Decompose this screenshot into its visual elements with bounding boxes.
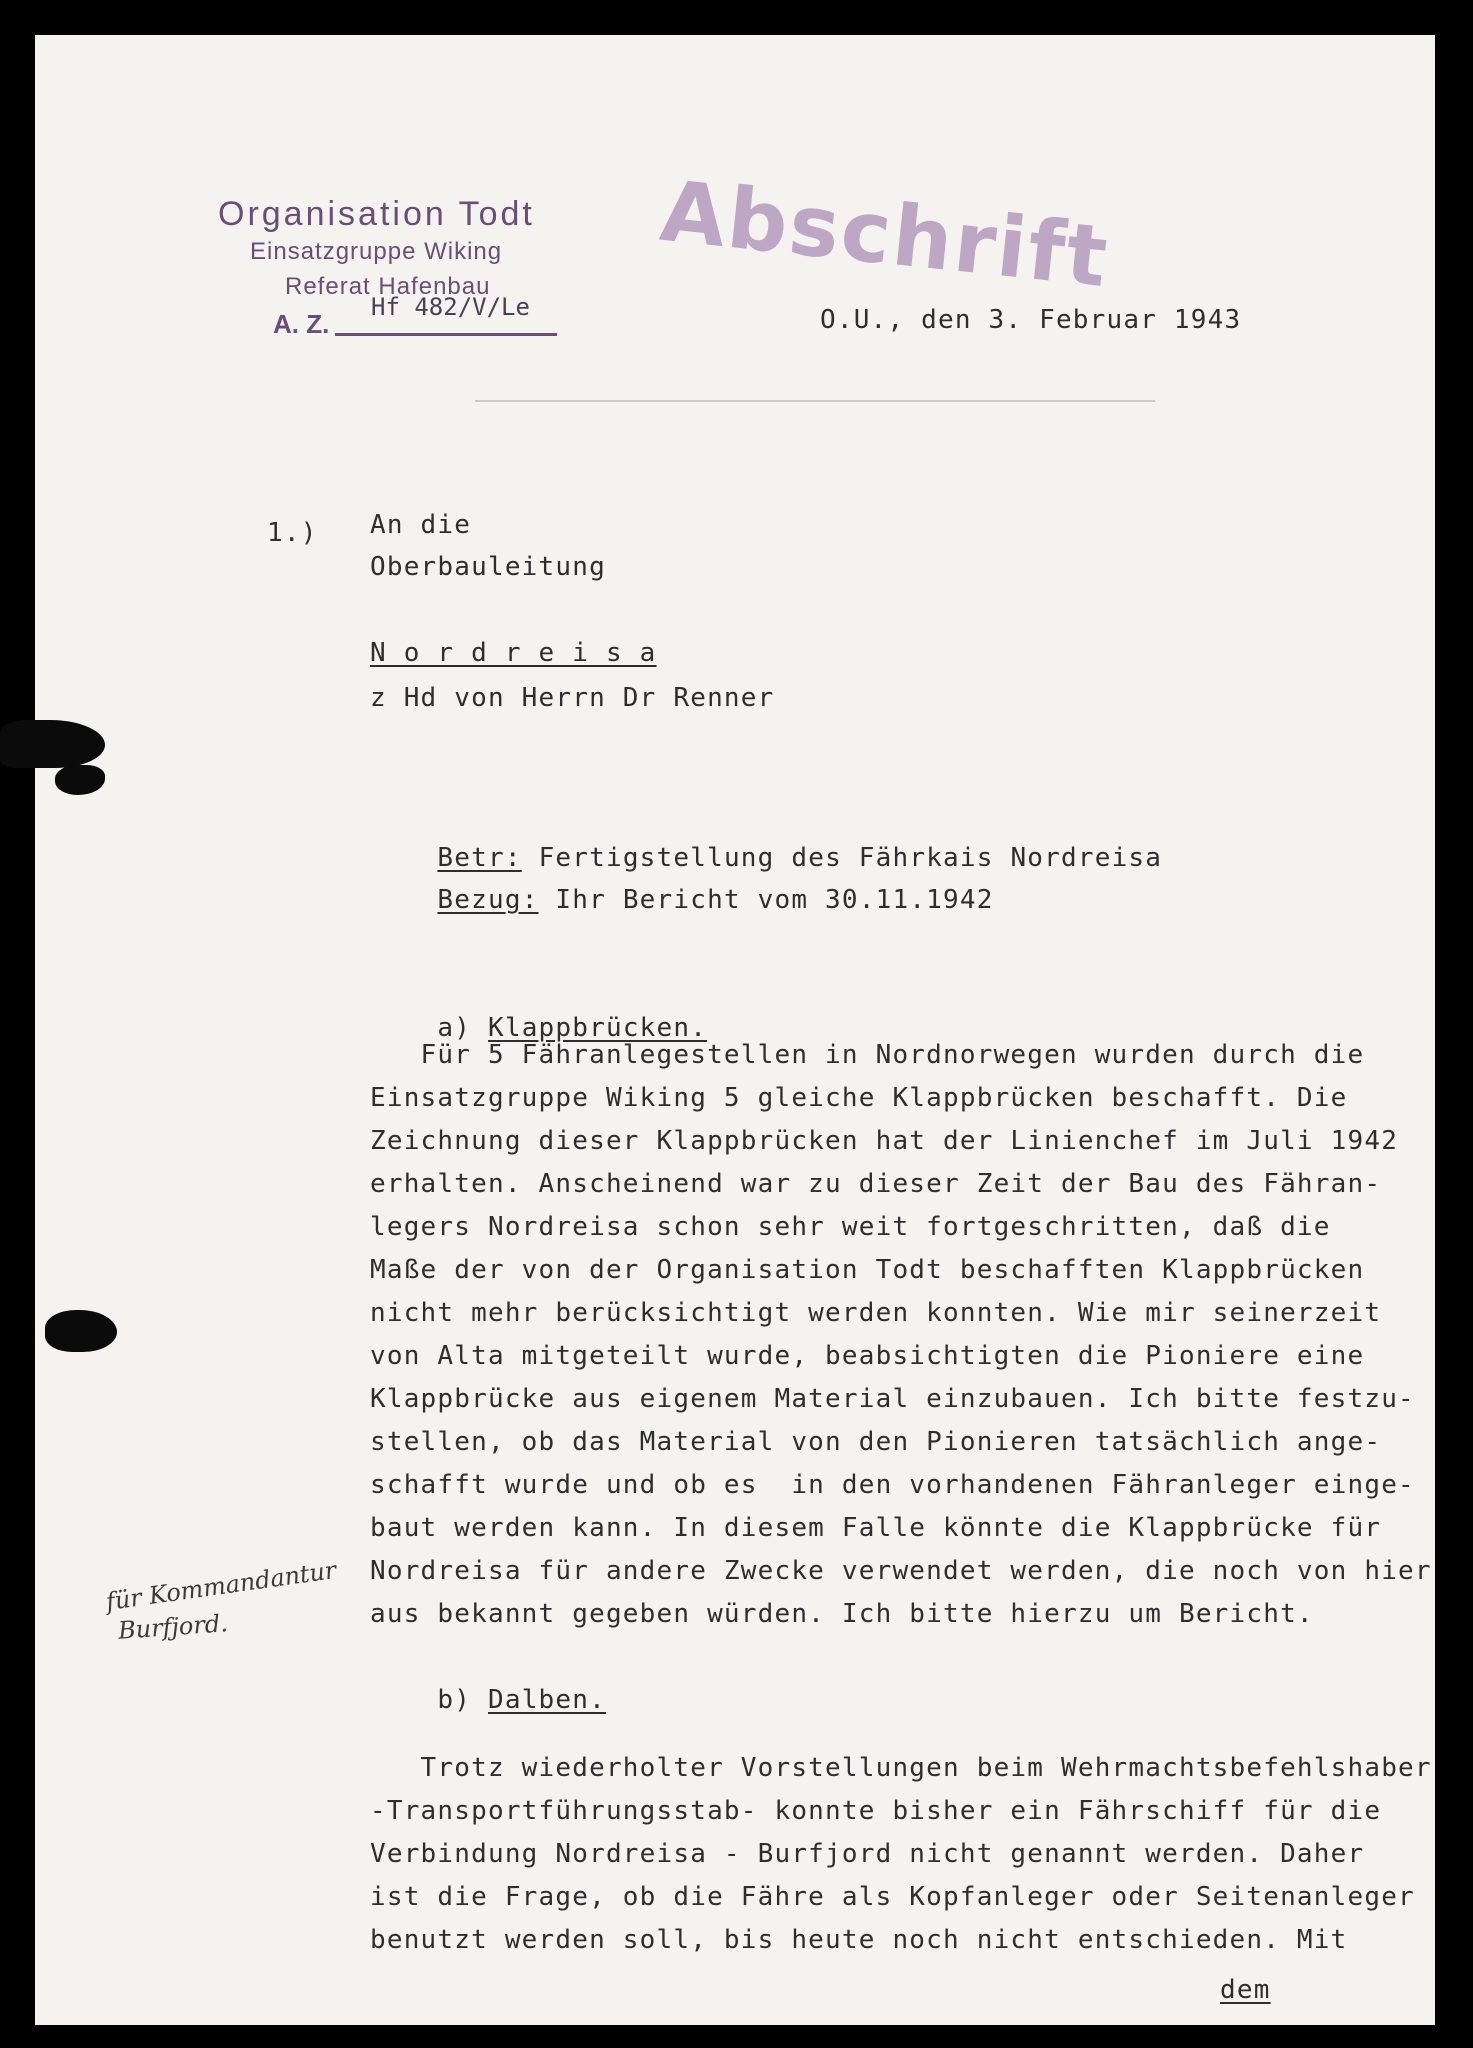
recipient-line-1: An die [370, 510, 472, 540]
margin-note-line-2: Burfjord. [117, 1609, 229, 1645]
document-page [35, 35, 1435, 2025]
section-a-line: erhalten. Anscheinend war zu dieser Zeit der Bau des Fähran- [370, 1169, 1382, 1199]
section-a-line: Maße der von der Organisation Todt beschafften Klappbrücken [370, 1255, 1365, 1285]
section-a-line: Nordreisa für andere Zwecke verwendet werden, die noch von hier [370, 1556, 1432, 1586]
ink-blot-upper-tail [55, 765, 105, 795]
ink-blot-lower [45, 1310, 117, 1352]
bezug-label: Bezug: [437, 885, 539, 915]
section-a-label: a) [437, 1013, 472, 1043]
separator-rule [475, 400, 1155, 402]
section-a-line: baut werden kann. In diesem Falle könnte die Klappbrücke für [370, 1513, 1382, 1543]
section-b-line: benutzt werden soll, bis heute noch nicht entschieden. Mit [370, 1925, 1348, 1955]
section-b-line: Verbindung Nordreisa - Burfjord nicht genannt werden. Daher [370, 1839, 1365, 1869]
stamp-department: Referat Hafenbau [285, 273, 491, 300]
bezug-text: Ihr Bericht vom 30.11.1942 [555, 885, 994, 915]
section-a-line: schafft wurde und ob es in den vorhandenen Fähranleger einge- [370, 1470, 1415, 1500]
stamp-organisation: Organisation Todt [218, 195, 535, 233]
section-b-line: ist die Frage, ob die Fähre als Kopfanleger oder Seitenanleger [370, 1882, 1415, 1912]
section-b-line: Trotz wiederholter Vorstellungen beim Wehrmachtsbefehlshaber [370, 1753, 1432, 1783]
betr-text: Fertigstellung des Fährkais Nordreisa [538, 843, 1163, 873]
stamp-az-underline [335, 333, 557, 336]
section-a-line: Klappbrücke aus eigenem Material einzubauen. Ich bitte festzu- [370, 1384, 1415, 1414]
betr-label: Betr: [437, 843, 522, 873]
section-a-title: Klappbrücken. [488, 1013, 708, 1043]
section-a-line: Zeichnung dieser Klappbrücken hat der Linienchef im Juli 1942 [370, 1126, 1399, 1156]
item-number: 1.) [267, 518, 318, 548]
stamp-az-label: A. Z. [273, 309, 330, 339]
recipient-attention: z Hd von Herrn Dr Renner [370, 683, 775, 713]
date-line: O.U., den 3. Februar 1943 [820, 305, 1242, 335]
section-b-label: b) [437, 1685, 472, 1715]
recipient-line-2: Oberbauleitung [370, 552, 606, 582]
section-a-line: Für 5 Fähranlegestellen in Nordnorwegen wurden durch die [370, 1040, 1365, 1070]
section-a-line: von Alta mitgeteilt wurde, beabsichtigten die Pioniere eine [370, 1341, 1365, 1371]
section-a-line: legers Nordreisa schon sehr weit fortgeschritten, daß die [370, 1212, 1331, 1242]
section-a-line: Einsatzgruppe Wiking 5 gleiche Klappbrücken beschafft. Die [370, 1083, 1348, 1113]
section-b-line: -Transportführungsstab- konnte bisher ein Fährschiff für die [370, 1796, 1382, 1826]
section-a-line: aus bekannt gegeben würden. Ich bitte hierzu um Bericht. [370, 1599, 1314, 1629]
catchword: dem [1220, 1975, 1271, 2005]
stamp-unit: Einsatzgruppe Wiking [250, 238, 503, 265]
section-a-line: stellen, ob das Material von den Pionieren tatsächlich ange- [370, 1427, 1382, 1457]
ink-blot-upper [0, 720, 105, 768]
section-b-title: Dalben. [488, 1685, 606, 1715]
section-b-heading [370, 1655, 606, 1745]
recipient-place: N o r d r e i s a [370, 638, 657, 668]
stamp-az-value: Hf 482/V/Le [371, 293, 530, 321]
abschrift-stamp: Abschrift [656, 161, 1114, 307]
margin-note-line-1: für Kommandantur [104, 1555, 338, 1617]
section-a-line: nicht mehr berücksichtigt werden konnten. Wie mir seinerzeit [370, 1298, 1382, 1328]
reference-line [370, 855, 994, 945]
